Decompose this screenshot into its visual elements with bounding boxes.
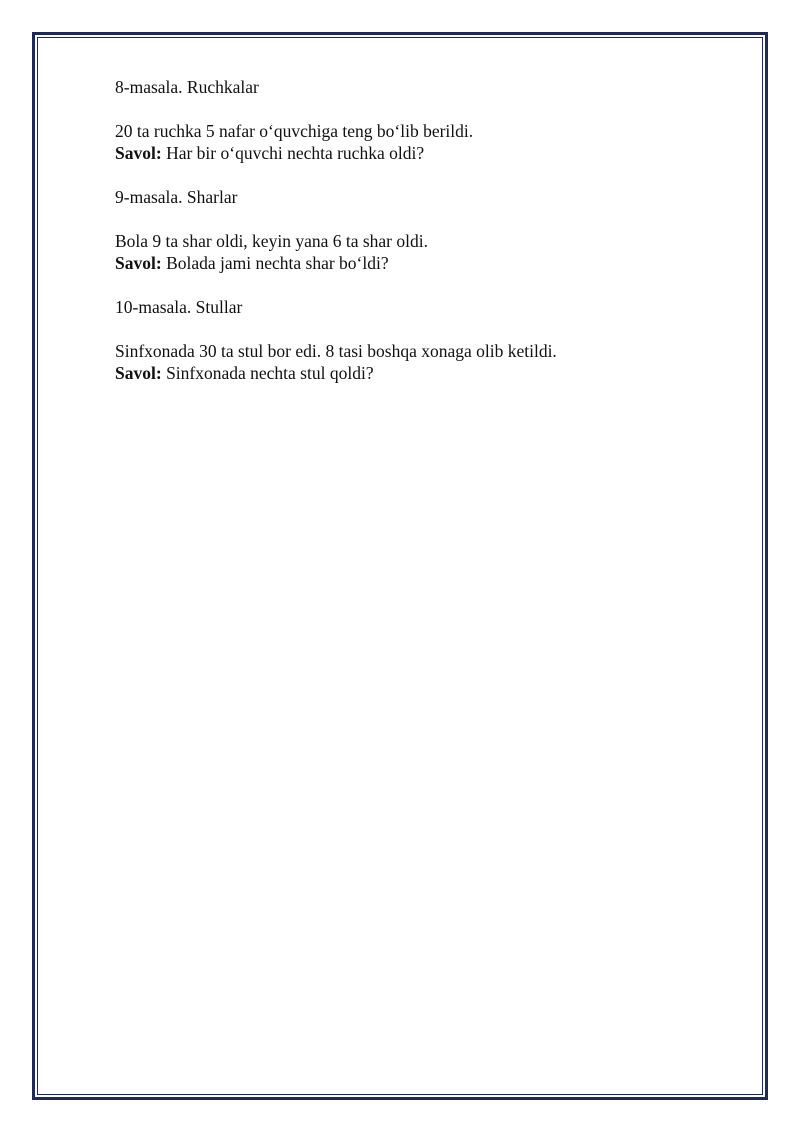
problem-body xyxy=(115,230,715,274)
question-text: Bolada jami nechta shar bo‘ldi? xyxy=(166,253,389,273)
problem-9 xyxy=(115,186,715,274)
problem-question xyxy=(115,142,715,164)
problem-10 xyxy=(115,296,715,384)
problem-8 xyxy=(115,76,715,164)
problem-text: Bola 9 ta shar oldi, keyin yana 6 ta shar oldi. xyxy=(115,231,428,251)
question-label: Savol: xyxy=(115,143,162,163)
problem-body xyxy=(115,120,715,164)
problem-question xyxy=(115,252,715,274)
question-label: Savol: xyxy=(115,363,162,383)
document-content xyxy=(115,76,715,406)
problem-text: 20 ta ruchka 5 nafar o‘quvchiga teng bo‘lib berildi. xyxy=(115,121,474,141)
question-text: Sinfxonada nechta stul qoldi? xyxy=(166,363,374,383)
question-label: Savol: xyxy=(115,253,162,273)
problem-body xyxy=(115,340,715,384)
problem-title: 9-masala. Sharlar xyxy=(115,187,238,207)
question-text: Har bir o‘quvchi nechta ruchka oldi? xyxy=(166,143,425,163)
problem-text: Sinfxonada 30 ta stul bor edi. 8 tasi boshqa xonaga olib ketildi. xyxy=(115,341,557,361)
problem-question xyxy=(115,362,715,384)
problem-title: 8-masala. Ruchkalar xyxy=(115,77,259,97)
problem-title: 10-masala. Stullar xyxy=(115,297,243,317)
